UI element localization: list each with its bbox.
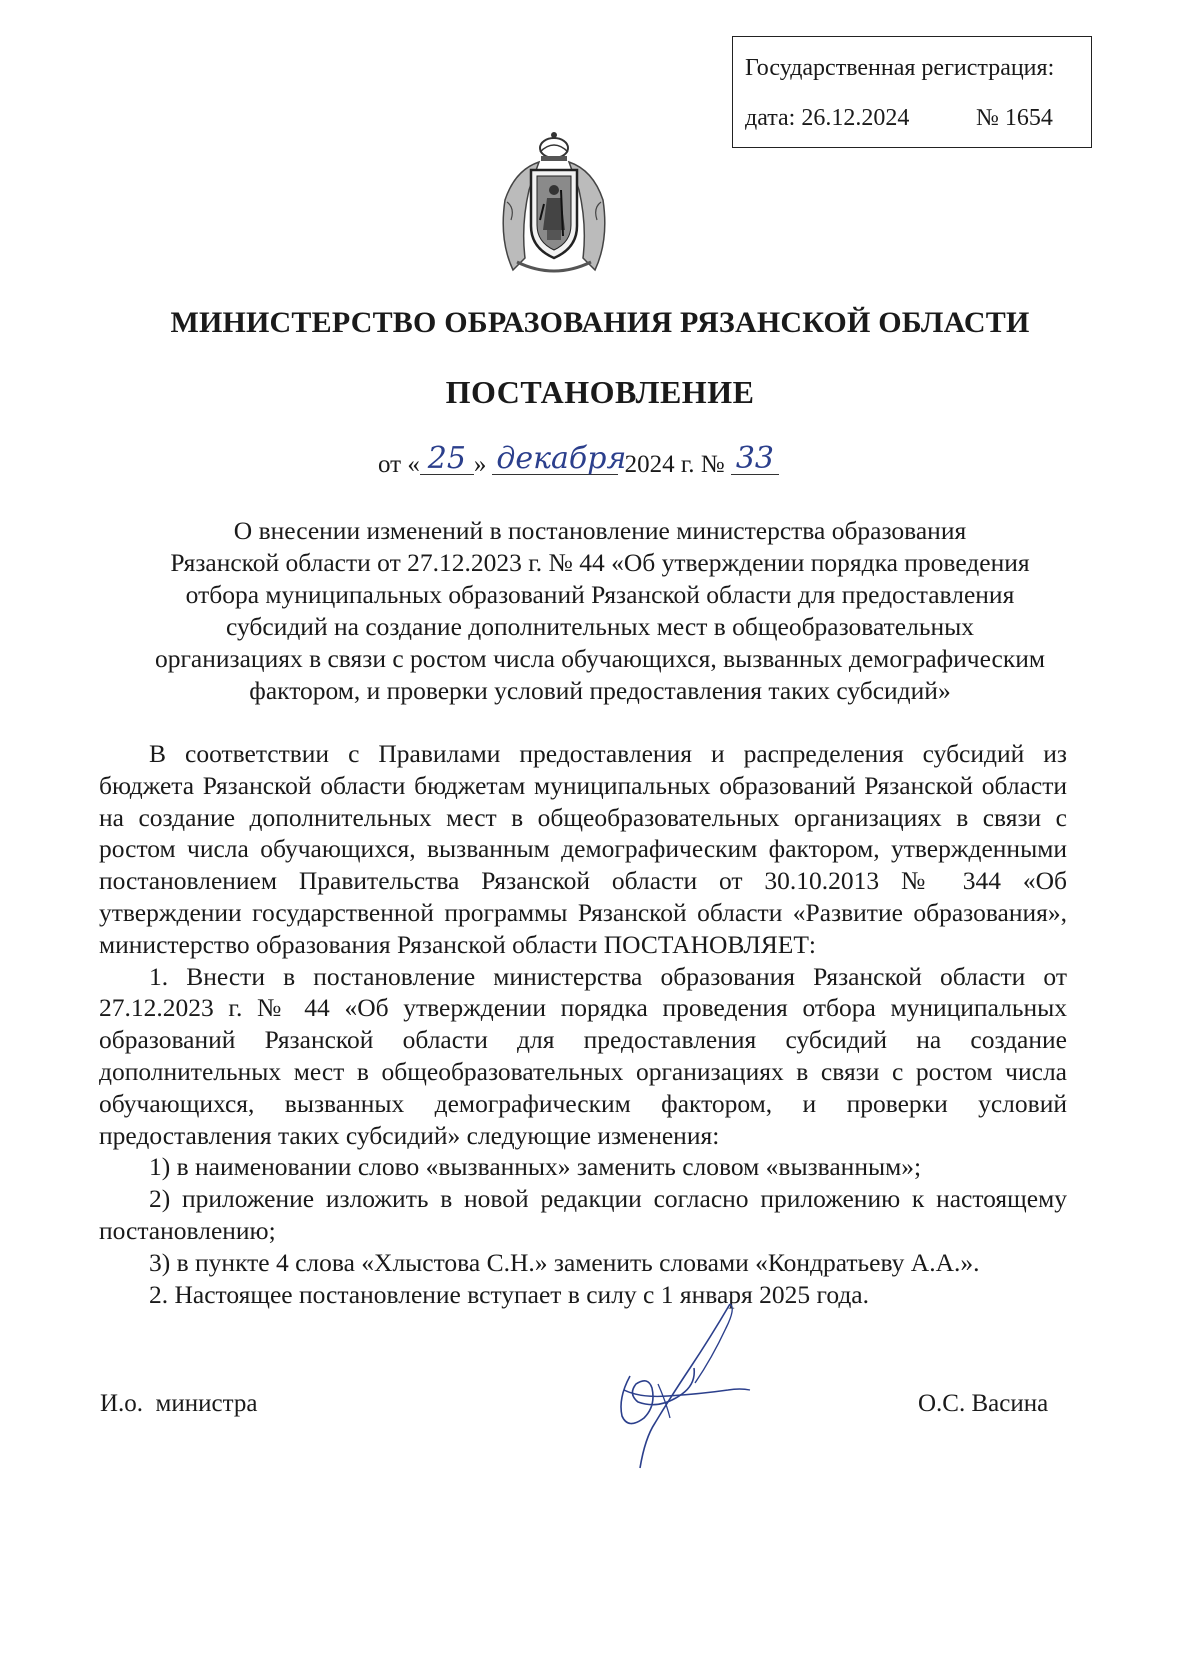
date-year-part: 2024 г. № bbox=[618, 451, 731, 478]
ministry-title: МИНИСТЕРСТВО ОБРАЗОВАНИЯ РЯЗАНСКОЙ ОБЛАСТИ bbox=[170, 306, 1030, 339]
registration-number: № 1654 bbox=[976, 105, 1053, 131]
handwritten-number: 33 bbox=[731, 444, 779, 475]
registration-stamp-box bbox=[732, 36, 1092, 148]
registration-date: дата: 26.12.2024 bbox=[745, 105, 910, 131]
date-quote-close: » bbox=[473, 451, 487, 478]
signatory-name: О.С. Васина bbox=[918, 1390, 1049, 1417]
subject-line: субсидий на создание дополнительных мест в общеобразовательных bbox=[226, 612, 974, 641]
subject-line: О внесении изменений в постановление министерства образования bbox=[233, 516, 967, 545]
subject-line: фактором, и проверки условий предоставления таких субсидий» bbox=[249, 676, 951, 705]
body-paragraph: 1. Внести в постановление министерства образования Рязанской области от 27.12.2023 г. № 44 «Об утверждении порядка проведения отбора муниципальных образований Рязанской области для предоставления субсидий на создание дополнительных мест в общеобразовательных организациях в связи с ростом числа обучающихся, вызванных демографическим фактором, и проверки условий предоставления таких субсидий» следующие изменения: bbox=[99, 961, 1067, 1150]
document-date-line bbox=[378, 441, 779, 479]
ryazan-coat-of-arms-icon bbox=[495, 130, 613, 280]
document-type: ПОСТАНОВЛЕНИЕ bbox=[445, 374, 755, 410]
body-paragraph: 2. Настоящее постановление вступает в силу с 1 января 2025 года. bbox=[149, 1279, 870, 1309]
handwritten-signature-icon bbox=[600, 1298, 760, 1474]
signatory-title: И.о. министра bbox=[100, 1390, 258, 1417]
registration-title: Государственная регистрация: bbox=[745, 55, 1055, 81]
body-paragraph: 1) в наименовании слово «вызванных» заменить словом «вызванным»; bbox=[149, 1152, 922, 1182]
date-prefix: от « bbox=[378, 451, 420, 478]
subject-line: отбора муниципальных образований Рязанской области для предоставления bbox=[185, 580, 1015, 609]
document-subject bbox=[100, 515, 1100, 707]
body-paragraph: 2) приложение изложить в новой редакции согласно приложению к настоящему постановлению; bbox=[99, 1184, 1067, 1245]
subject-line: Рязанской области от 27.12.2023 г. № 44 «Об утверждении порядка проведения bbox=[170, 548, 1030, 577]
handwritten-month: декабря bbox=[492, 444, 618, 475]
document-body bbox=[99, 738, 1067, 1310]
subject-line: организациях в связи с ростом числа обучающихся, вызванных демографическим bbox=[154, 644, 1046, 673]
body-paragraph: 3) в пункте 4 слова «Хлыстова С.Н.» заменить словами «Кондратьеву А.А.». bbox=[149, 1247, 980, 1277]
body-paragraph: В соответствии с Правилами предоставления и распределения субсидий из бюджета Рязанской области бюджетам муниципальных образований Рязанской области на создание дополнительных мест в общеобразовательных организациях в связи с ростом числа обучающихся, вызванным демографическим фактором, утвержденными постановлением Правительства Рязанской области от 30.10.2013 № 344 «Об утверждении государственной программы Рязанской области «Развитие образования», министерство образования Рязанской области ПОСТАНОВЛЯЕТ: bbox=[99, 739, 1067, 959]
handwritten-day: 25 bbox=[420, 444, 474, 475]
